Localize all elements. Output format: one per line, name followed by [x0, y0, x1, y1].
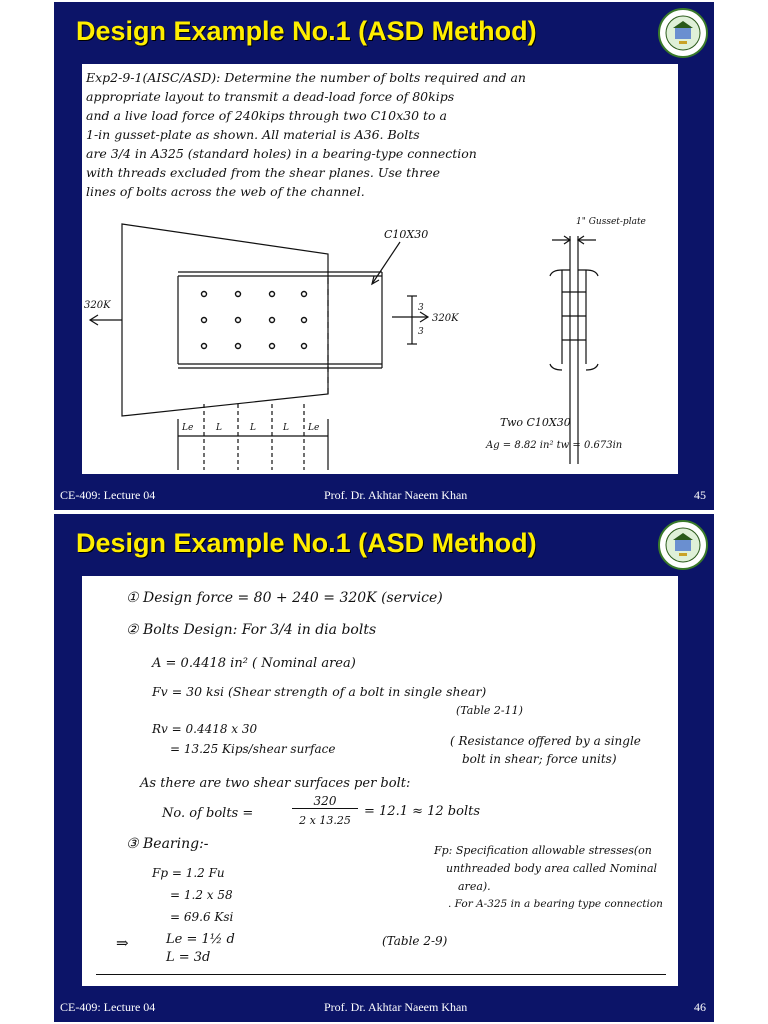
step-bolts-design: ② Bolts Design: For 3/4 in dia bolts [126, 622, 377, 638]
footer-author: Prof. Dr. Akhtar Naeem Khan [324, 1000, 468, 1014]
section-properties: Ag = 8.82 in² tw = 0.673in [486, 440, 623, 451]
dimension-label: L [216, 423, 222, 433]
table-ref: (Table 2-11) [456, 704, 523, 717]
rv-note: bolt in shear; force units) [462, 752, 617, 766]
divider [96, 974, 666, 975]
dimension-label: L [283, 423, 289, 433]
fraction-numerator: 320 [292, 794, 358, 809]
footer-author: Prof. Dr. Akhtar Naeem Khan [324, 488, 468, 502]
fp-formula: Fp = 1.2 Fu [152, 866, 225, 880]
slide-45 [54, 2, 714, 510]
channel-label: C10X30 [384, 228, 429, 241]
rv-note: ( Resistance offered by a single [450, 734, 641, 748]
problem-line: are 3/4 in A325 (standard holes) in a bearing-type connection [86, 146, 477, 161]
implies-arrow-icon: ⇒ [116, 934, 129, 952]
table-ref: (Table 2-9) [382, 934, 448, 948]
problem-sheet [82, 64, 678, 474]
problem-line: with threads excluded from the shear planes. Use three [86, 165, 440, 180]
section-caption: Two C10X30 [500, 416, 571, 429]
step-bearing: ③ Bearing:- [126, 836, 209, 852]
solution-sheet [82, 576, 678, 986]
rv-formula: Rv = 0.4418 x 30 [152, 722, 258, 736]
dimension-label: Le [308, 423, 320, 433]
fp-note: . For A-325 in a bearing type connection [448, 898, 663, 910]
dimension-label: L [250, 423, 256, 433]
gusset-plate [122, 224, 328, 416]
problem-line: Exp2-9-1(AISC/ASD): Determine the number of bolts required and an [86, 70, 526, 85]
connection-diagram [82, 64, 678, 474]
problem-line: and a live load force of 240kips through two C10x30 to a [86, 108, 447, 123]
right-force-label: 320K [432, 313, 459, 324]
problem-line: lines of bolts across the web of the channel. [86, 184, 365, 199]
university-logo-icon [658, 8, 708, 58]
problem-line: appropriate layout to transmit a dead-load force of 80kips [86, 89, 455, 104]
left-force-label: 320K [84, 300, 111, 311]
slide-title: Design Example No.1 (ASD Method) [76, 16, 537, 46]
spacing-label: 3 [418, 303, 424, 313]
footer-course: CE-409: Lecture 04 [60, 1000, 156, 1014]
nominal-area: A = 0.4418 in² ( Nominal area) [152, 656, 356, 671]
spacing-label: 3 [418, 327, 424, 337]
fp-note: Fp: Specification allowable stresses(on [434, 844, 652, 857]
fp-note: area). [458, 880, 491, 893]
shear-strength: Fv = 30 ksi (Shear strength of a bolt in single shear) [152, 684, 487, 699]
slide-title: Design Example No.1 (ASD Method) [76, 528, 537, 558]
fp-note: unthreaded body area called Nominal [446, 862, 658, 875]
gusset-label: 1" Gusset-plate [576, 217, 646, 227]
fp-step: = 1.2 x 58 [170, 888, 233, 902]
shear-surfaces-note: As there are two shear surfaces per bolt: [140, 776, 411, 791]
footer-course: CE-409: Lecture 04 [60, 488, 156, 502]
le-value: Le = 1½ d [166, 932, 235, 947]
problem-line: 1-in gusset-plate as shown. All material is A36. Bolts [86, 127, 420, 142]
rv-value: = 13.25 Kips/shear surface [170, 742, 336, 756]
page-number: 46 [694, 1000, 706, 1014]
l-value: L = 3d [166, 950, 211, 965]
fraction-denominator: 2 x 13.25 [299, 814, 351, 827]
university-logo-icon [658, 520, 708, 570]
slide-46 [54, 514, 714, 1022]
bolts-count-result: = 12.1 ≈ 12 bolts [364, 804, 481, 819]
bolts-count-label: No. of bolts = [162, 806, 254, 821]
page-number: 45 [694, 488, 706, 502]
fp-value: = 69.6 Ksi [170, 910, 234, 924]
step-design-force: ① Design force = 80 + 240 = 320K (service) [126, 590, 443, 606]
dimension-label: Le [182, 423, 194, 433]
